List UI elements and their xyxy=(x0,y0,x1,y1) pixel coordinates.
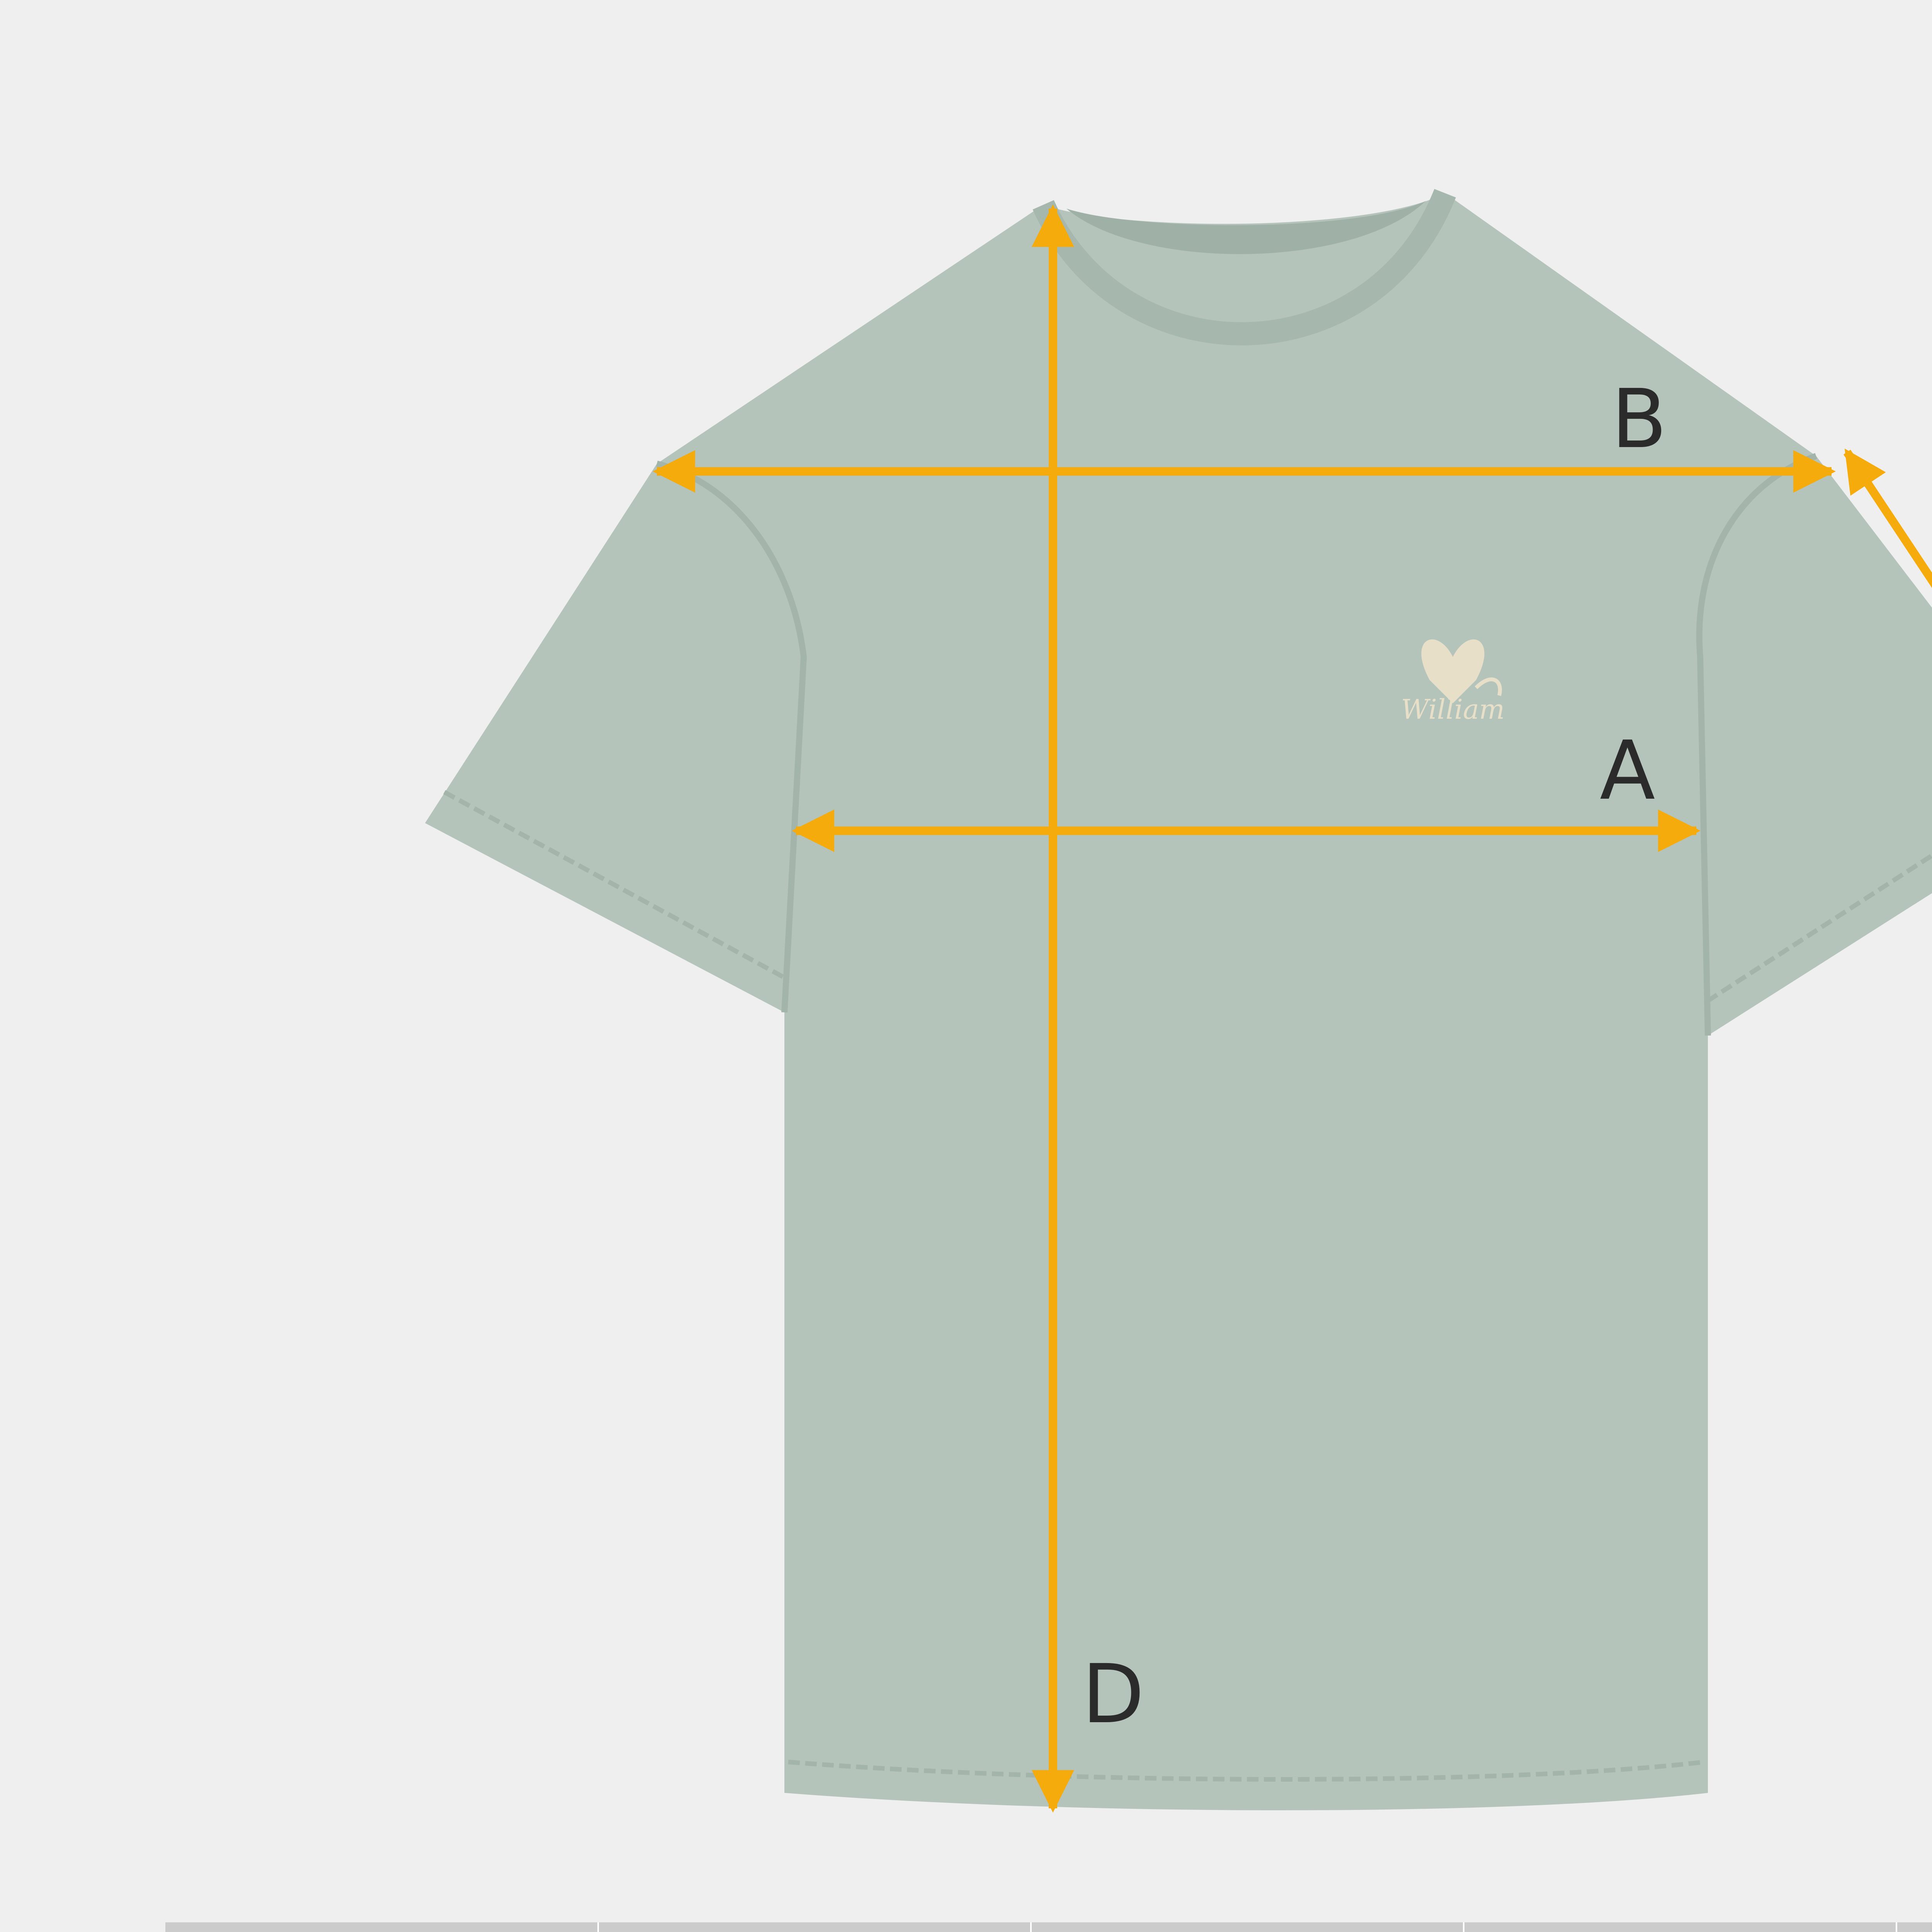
embroidery-text: William xyxy=(1401,694,1505,725)
header-lengte xyxy=(1896,1922,1932,1932)
table-header-row xyxy=(165,1922,1932,1932)
measure-label-b: B xyxy=(1611,372,1667,466)
header-schouder xyxy=(1031,1922,1464,1932)
header-maat xyxy=(165,1922,598,1932)
header-borst xyxy=(598,1922,1031,1932)
measure-label-a: A xyxy=(1600,723,1655,818)
header-mouw xyxy=(1464,1922,1896,1932)
size-table xyxy=(165,1922,1932,1932)
measure-label-d: D xyxy=(1082,1647,1145,1742)
